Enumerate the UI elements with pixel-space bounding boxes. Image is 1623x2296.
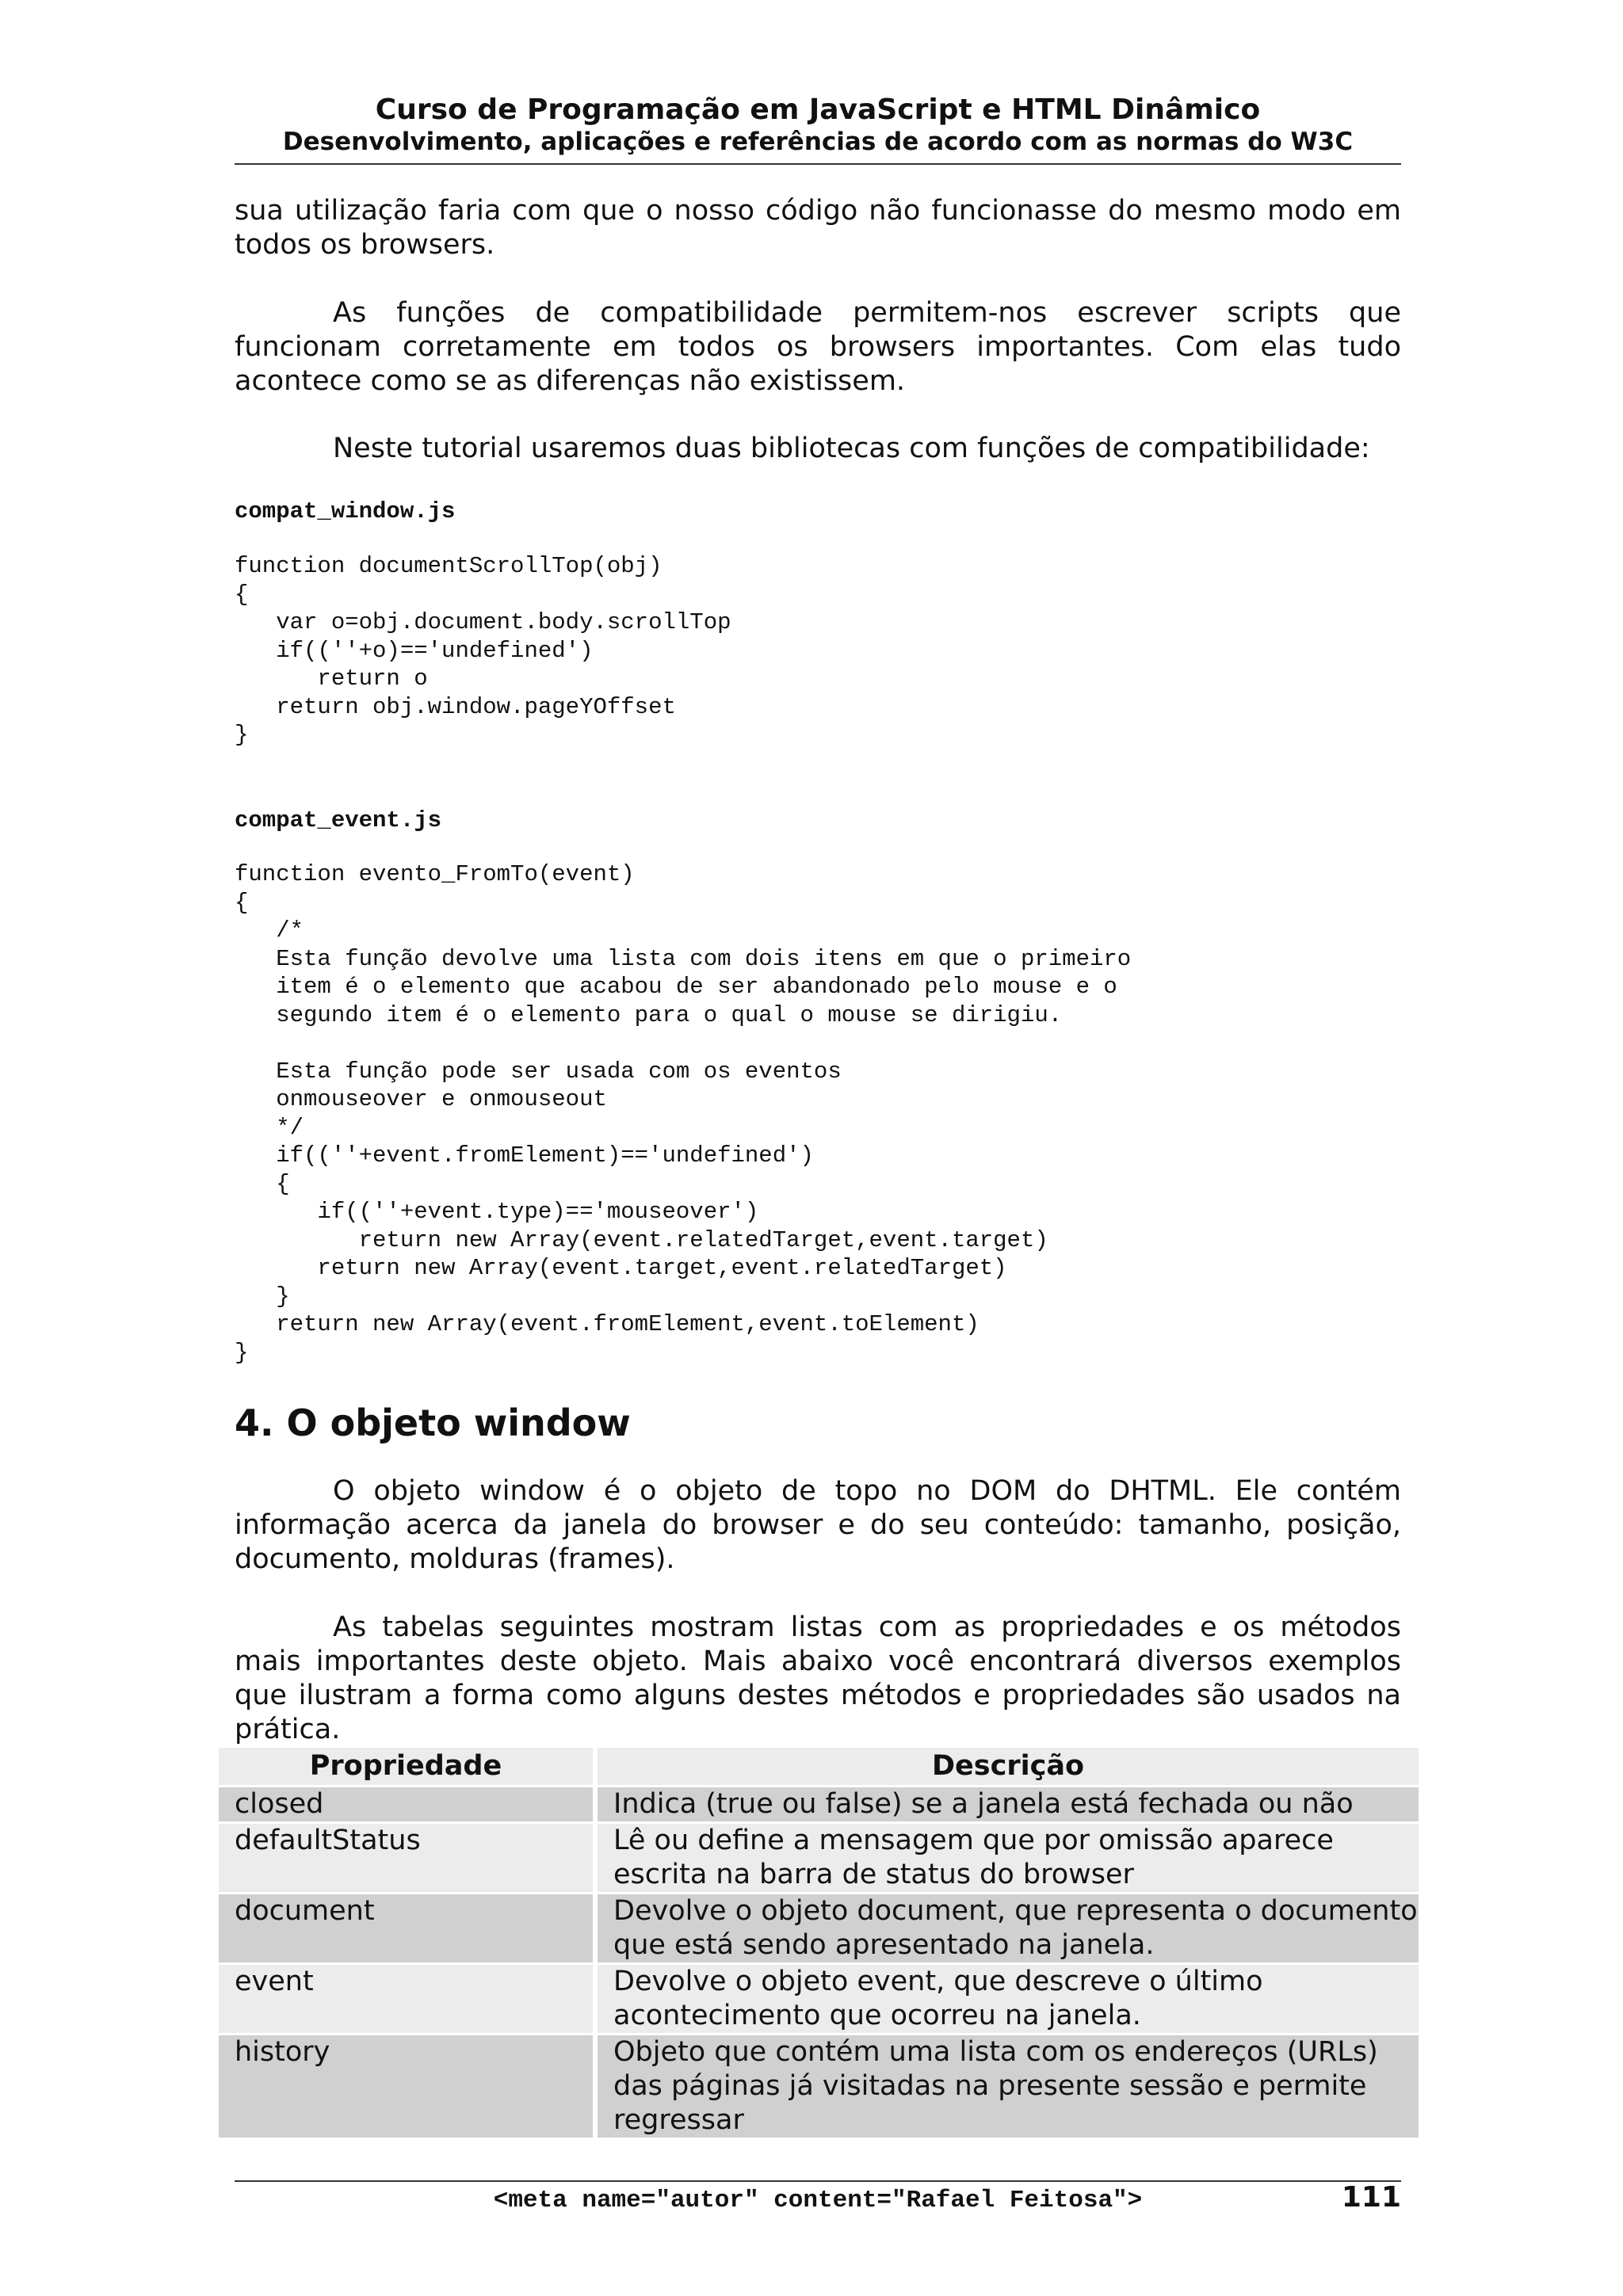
table-cell-description: Devolve o objeto event, que descreve o último acontecimento que ocorreu na janela. xyxy=(598,1962,1419,2033)
code-label-compat-window: compat_window.js xyxy=(235,498,456,524)
table-cell-description: Indica (true ou false) se a janela está fechada ou não xyxy=(598,1785,1419,1821)
table-cell-property: document xyxy=(219,1892,598,1962)
paragraph-3: Neste tutorial usaremos duas bibliotecas com funções de compatibilidade: xyxy=(333,433,1370,464)
table-header-row xyxy=(219,1748,1419,1785)
table-header-description: Descrição xyxy=(598,1748,1419,1785)
properties-table xyxy=(219,1748,1419,2138)
footer-divider xyxy=(235,2180,1401,2182)
table-row xyxy=(219,1821,1419,1892)
table-cell-property: event xyxy=(219,1962,598,2033)
table-cell-property: history xyxy=(219,2033,598,2138)
paragraph-5: As tabelas seguintes mostram listas com as propriedades e os métodos mais importantes deste objeto. Mais abaixo você encontrará diversos exemplos que ilustram a forma como alguns destes métodos e propriedades são usados na prática. xyxy=(235,1611,1401,1745)
page-header xyxy=(235,93,1401,157)
table-row xyxy=(219,1892,1419,1962)
header-title: Curso de Programação em JavaScript e HTML Dinâmico xyxy=(375,93,1261,126)
table-cell-property: defaultStatus xyxy=(219,1821,598,1892)
table-cell-description: Lê ou define a mensagem que por omissão aparece escrita na barra de status do browser xyxy=(598,1821,1419,1892)
paragraph-2: As funções de compatibilidade permitem-nos escrever scripts que funcionam corretamente em todos os browsers importantes. Com elas tudo acontece como se as diferenças não existissem. xyxy=(235,297,1401,397)
table-cell-property: closed xyxy=(219,1785,598,1821)
table-cell-description: Devolve o objeto document, que representa o documento que está sendo apresentado na janela. xyxy=(598,1892,1419,1962)
table-header-property: Propriedade xyxy=(219,1748,598,1785)
paragraph-4: O objeto window é o objeto de topo no DOM do DHTML. Ele contém informação acerca da janela do browser e do seu conteúdo: tamanho, posição, documento, molduras (frames). xyxy=(235,1475,1401,1575)
code-block-compat-window: function documentScrollTop(obj) { var o=obj.document.body.scrollTop if((''+o)=='undefined') return o return obj.window.pageYOffset } xyxy=(235,553,731,748)
section-heading: 4. O objeto window xyxy=(235,1402,631,1444)
code-label-compat-event: compat_event.js xyxy=(235,807,442,833)
table-cell-description: Objeto que contém uma lista com os endereços (URLs) das páginas já visitadas na presente sessão e permite regressar xyxy=(598,2033,1419,2138)
table-row xyxy=(219,1962,1419,2033)
paragraph-1: sua utilização faria com que o nosso código não funcionasse do mesmo modo em todos os browsers. xyxy=(235,195,1401,261)
footer-meta-tag: <meta name="autor" content="Rafael Feitosa"> xyxy=(493,2187,1143,2214)
header-divider xyxy=(235,163,1401,165)
header-subtitle: Desenvolvimento, aplicações e referências de acordo com as normas do W3C xyxy=(282,128,1354,156)
table-row xyxy=(219,2033,1419,2138)
page-number: 111 xyxy=(1341,2181,1401,2214)
code-block-compat-event: function evento_FromTo(event) { /* Esta função devolve uma lista com dois itens em que o primeiro item é o elemento que acabou de ser abandonado pelo mouse e o segundo item é o elemento para o qual o mouse se dirigiu. Esta função pode ser usada com os eventos onmouseover e onmouseout */ if((''+event.fromElement)=='undefined') { if((''+event.type)=='mouseover') return new Array(event.relatedTarget,event.target) return new Array(event.target,event.relatedTarget) } return new Array(event.fromElement,event.toElement) } xyxy=(235,861,1132,1366)
table-row xyxy=(219,1785,1419,1821)
